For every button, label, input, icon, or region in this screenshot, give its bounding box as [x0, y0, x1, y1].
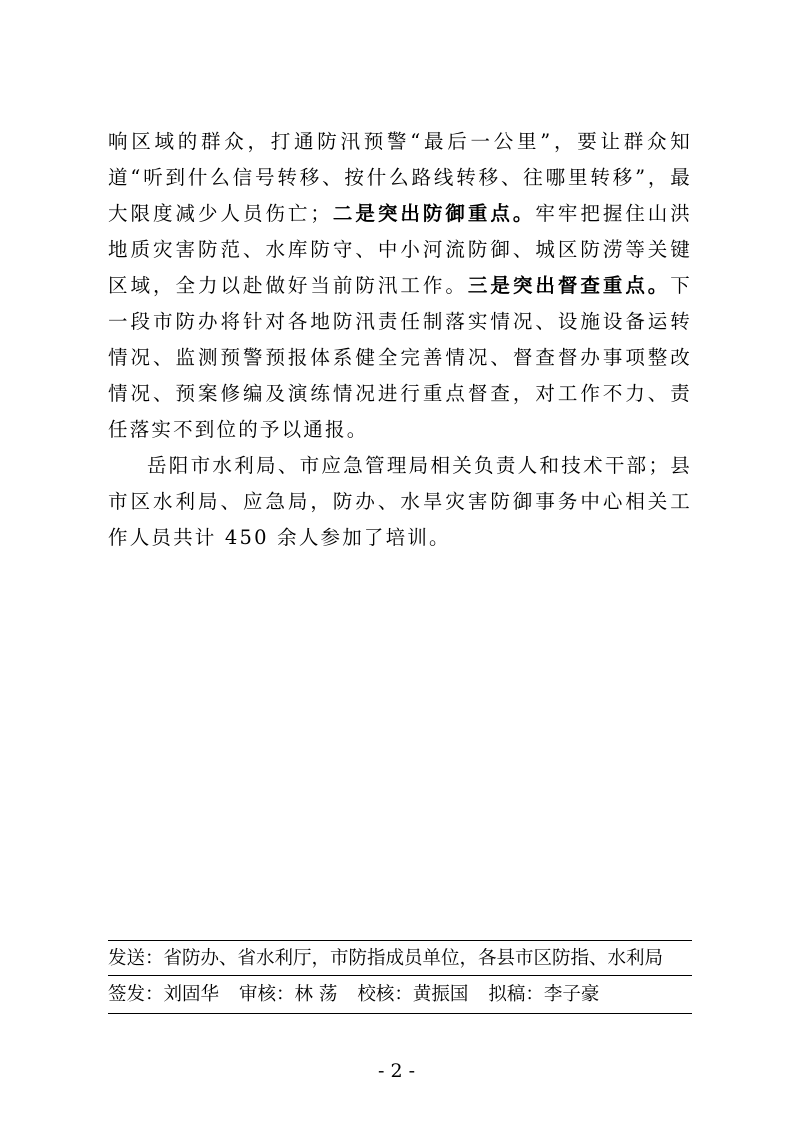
footer-middle-rule — [108, 975, 692, 976]
paragraph-1-text-b: 牢牢把握住山洪地质灾害防范、水库防守、中小河流防御、城区防涝等关键区域，全力以赴做好当前防汛工作。 — [108, 202, 692, 297]
point-two-heading: 二是突出防御重点。 — [332, 202, 536, 225]
point-three-heading: 三是突出督查重点。 — [467, 274, 671, 297]
reviewer-label: 审核：林 荡 — [239, 984, 338, 1005]
footer-top-rule — [108, 940, 692, 941]
signer-label: 签发：刘固华 — [108, 984, 220, 1005]
document-body — [108, 124, 692, 556]
signature-line — [108, 980, 692, 1006]
distribution-line: 发送：省防办、省水利厅，市防指成员单位，各县市区防指、水利局 — [108, 948, 664, 969]
paragraph-2: 岳阳市水利局、市应急管理局相关负责人和技术干部；县市区水利局、应急局，防办、水旱灾害防御事务中心相关工作人员共计 450 余人参加了培训。 — [108, 454, 692, 549]
drafter-label: 拟稿：李子豪 — [488, 984, 600, 1005]
footer-bottom-rule — [108, 1013, 692, 1014]
paragraph-1-text-c: 下一段市防办将针对各地防汛责任制落实情况、设施设备运转情况、监测预警预报体系健全完善情况、督查督办事项整改情况、预案修编及演练情况进行重点督查，对工作不力、责任落实不到位的予以通报。 — [108, 274, 692, 441]
paragraph-1 — [108, 124, 692, 448]
proofreader-label: 校核：黄振国 — [357, 984, 469, 1005]
page-number: - 2 - — [377, 1060, 415, 1082]
paragraph-1-text-a: 响区域的群众，打通防汛预警“最后一公里”，要让群众知道“听到什么信号转移、按什么路线转移、往哪里转移”，最大限度减少人员伤亡； — [108, 130, 692, 225]
